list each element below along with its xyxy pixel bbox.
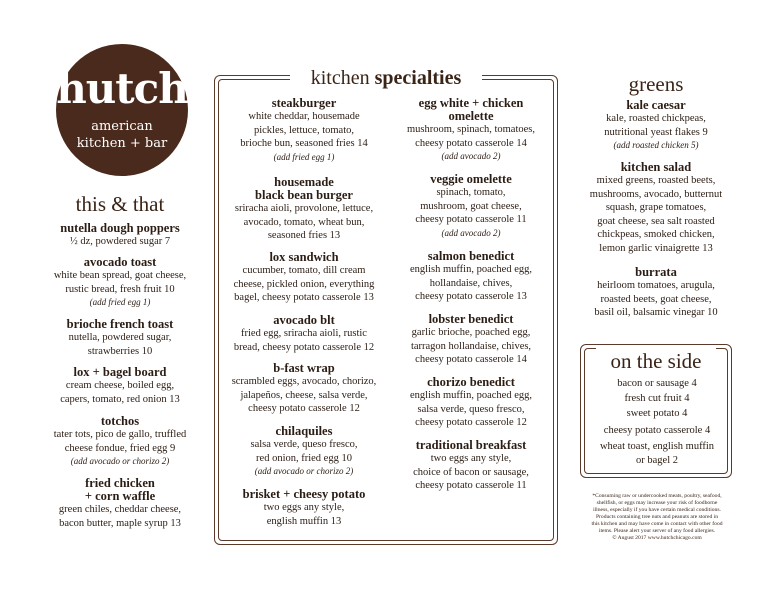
menu-item	[222, 176, 386, 243]
logo-subtitle-1: american	[91, 119, 153, 134]
item-name: kale caesar	[626, 98, 686, 112]
menu-item	[222, 488, 386, 528]
item-desc: english muffin 13	[266, 515, 342, 527]
item-desc: chickpeas, smoked chicken,	[597, 229, 715, 241]
menu-item	[30, 415, 210, 468]
logo-wordmark: hutch	[56, 64, 188, 113]
side-item: wheat toast, english muffin	[599, 441, 715, 452]
item-note: (add fried egg 1)	[89, 297, 151, 308]
item-desc: jalapeños, cheese, salsa verde,	[240, 389, 368, 401]
item-name: avocado blt	[273, 313, 335, 327]
item-name: lox + bagel board	[73, 365, 167, 379]
item-desc: green chiles, cheddar cheese,	[58, 504, 182, 515]
item-desc: nutritional yeast flakes 9	[604, 126, 708, 138]
greens-heading: greens	[628, 72, 684, 96]
disclaimer-line: © August 2017 www.hutchchicago.com	[612, 535, 702, 541]
item-desc: tater tots, pico de gallo, truffled	[53, 429, 187, 440]
item-name: burrata	[635, 265, 677, 279]
item-desc: english muffin, poached egg,	[410, 264, 532, 275]
item-desc: heirloom tomatoes, arugula,	[597, 280, 715, 291]
menu-item	[222, 314, 386, 354]
item-desc: salsa verde, queso fresco,	[250, 439, 358, 450]
item-desc: nutella, powdered sugar,	[68, 332, 172, 343]
item-note: (add avocado or chorizo 2)	[254, 466, 354, 477]
item-name: totchos	[100, 414, 140, 428]
item-desc: lemon garlic vinaigrette 13	[599, 242, 713, 254]
item-note: (add avocado 2)	[441, 227, 501, 238]
item-desc: english muffin, poached egg,	[410, 390, 532, 401]
item-desc: rustic bread, fresh fruit 10	[65, 283, 175, 295]
menu-item	[222, 362, 386, 416]
item-name: lox sandwich	[269, 250, 339, 264]
item-desc: salsa verde, queso fresco,	[417, 403, 525, 415]
item-desc: seasoned fries 13	[267, 230, 341, 242]
item-desc: capers, tomato, red onion 13	[60, 393, 180, 405]
disclaimer-line: Products containing tree nuts and peanuts are stored in	[595, 514, 719, 520]
menu-item	[576, 161, 736, 256]
item-desc: mushrooms, avocado, butternut	[589, 188, 723, 200]
hutch-logo	[56, 44, 188, 176]
item-desc: choice of bacon or sausage,	[413, 466, 529, 478]
item-name: steakburger	[271, 96, 337, 110]
item-desc: pickles, lettuce, tomato,	[253, 124, 354, 136]
item-desc: strawberries 10	[87, 345, 153, 357]
menu-item	[392, 313, 550, 367]
item-desc: cheesy potato casserole 11	[415, 480, 527, 492]
menu-item	[392, 97, 550, 163]
disclaimer-line: shellfish, or eggs may increase your risk of foodborne	[596, 500, 718, 506]
side-item: bacon or sausage 4	[617, 378, 697, 389]
item-desc: brioche bun, seasoned fries 14	[240, 138, 368, 150]
item-desc: fried egg, sriracha aioli, rustic	[241, 328, 367, 339]
item-desc: sriracha aioli, provolone, lettuce,	[234, 203, 374, 214]
side-item: sweet potato 4	[626, 408, 688, 419]
item-name: egg white + chicken omelette	[418, 96, 524, 123]
item-note: (add avocado or chorizo 2)	[70, 456, 170, 467]
item-desc: cucumber, tomato, dill cream	[242, 265, 366, 276]
item-name: traditional breakfast	[415, 438, 527, 452]
item-desc: garlic brioche, poached egg,	[411, 327, 531, 338]
disclaimer-line: *Consuming raw or undercooked meats, poultry, seafood,	[592, 493, 722, 499]
item-name: kitchen salad	[620, 160, 692, 174]
item-name: housemade black bean burger	[255, 175, 353, 202]
item-desc: basil oil, balsamic vinegar 10	[594, 307, 718, 319]
allergy-disclaimer	[578, 493, 736, 542]
item-note: (add roasted chicken 5)	[613, 140, 699, 151]
menu-item	[30, 318, 210, 358]
item-desc: ½ dz, powdered sugar 7	[69, 236, 171, 247]
kitchen-specialties-heading	[290, 64, 482, 92]
on-the-side-heading: on the side	[596, 348, 716, 374]
menu-item	[392, 439, 550, 493]
menu-item	[30, 256, 210, 309]
item-desc: avocado, tomato, wheat bun,	[243, 216, 365, 228]
item-desc: two eggs any style,	[430, 453, 512, 464]
item-note: (add avocado 2)	[441, 151, 501, 162]
menu-item	[392, 173, 550, 240]
item-desc: cheese, pickled onion, everything	[233, 278, 375, 290]
disclaimer-line: this kitchen and may have come in contact with other food	[591, 521, 723, 527]
menu-item	[576, 266, 736, 320]
item-desc: two eggs any style,	[263, 502, 345, 513]
menu-item	[30, 222, 210, 249]
item-desc: cheesy potato casserole 14	[415, 137, 527, 149]
item-name: nutella dough poppers	[60, 221, 180, 235]
menu-item	[576, 99, 736, 152]
item-desc: cheesy potato casserole 12	[415, 417, 527, 429]
item-desc: cheese fondue, fried egg 9	[64, 442, 176, 454]
this-and-that-heading: this & that	[75, 192, 165, 216]
side-item: or bagel 2	[636, 455, 678, 466]
disclaimer-line: illness, especially if you have certain medical conditions.	[593, 507, 721, 513]
menu-item	[222, 251, 386, 305]
menu-item	[392, 376, 550, 430]
item-name: fried chicken + corn waffle	[84, 476, 156, 503]
side-item: cheesy potato casserole 4	[603, 425, 711, 436]
item-desc: scrambled eggs, avocado, chorizo,	[231, 376, 377, 387]
item-desc: goat cheese, sea salt roasted	[597, 215, 715, 227]
item-desc: cheesy potato casserole 13	[415, 291, 527, 303]
menu-item	[30, 477, 210, 530]
item-desc: kale, roasted chickpeas,	[606, 113, 706, 124]
item-note: (add fried egg 1)	[273, 151, 335, 162]
item-desc: red onion, fried egg 10	[256, 452, 352, 464]
item-desc: mixed greens, roasted beets,	[596, 175, 716, 186]
item-desc: bacon butter, maple syrup 13	[59, 517, 181, 529]
kitchen-title-bold: specialties	[374, 67, 462, 89]
item-desc: white cheddar, housemade	[248, 111, 360, 122]
item-desc: cheesy potato casserole 12	[248, 403, 360, 415]
item-name: brisket + cheesy potato	[242, 487, 366, 501]
item-name: veggie omelette	[430, 172, 512, 186]
item-name: brioche french toast	[66, 317, 174, 331]
logo-subtitle-2: kitchen + bar	[76, 136, 168, 151]
item-desc: cream cheese, boiled egg,	[65, 380, 175, 391]
item-desc: roasted beets, goat cheese,	[600, 293, 712, 305]
menu-item	[30, 366, 210, 406]
item-desc: cheesy potato casserole 11	[415, 214, 527, 226]
item-desc: white bean spread, goat cheese,	[53, 270, 187, 281]
side-item: fresh cut fruit 4	[624, 393, 690, 404]
item-desc: mushroom, goat cheese,	[420, 200, 522, 212]
item-desc: mushroom, spinach, tomatoes,	[406, 124, 536, 135]
menu-item	[222, 425, 386, 478]
item-desc: cheesy potato casserole 14	[415, 354, 527, 366]
item-desc: spinach, tomato,	[436, 187, 506, 198]
kitchen-title-regular: kitchen	[310, 67, 375, 89]
item-desc: tarragon hollandaise, chives,	[410, 340, 532, 352]
item-name: b-fast wrap	[273, 361, 335, 375]
item-desc: bread, cheesy potato casserole 12	[233, 341, 375, 353]
item-name: salmon benedict	[427, 249, 515, 263]
item-name: lobster benedict	[428, 312, 514, 326]
menu-item	[392, 250, 550, 304]
item-desc: bagel, cheesy potato casserole 13	[234, 292, 374, 304]
menu-item	[222, 97, 386, 164]
item-desc: squash, grape tomatoes,	[605, 202, 707, 214]
item-desc: hollandaise, chives,	[429, 277, 513, 289]
item-name: chorizo benedict	[427, 375, 515, 389]
item-name: chilaquiles	[275, 424, 333, 438]
item-name: avocado toast	[83, 255, 157, 269]
disclaimer-line: items. Please alert your server of any food allergies.	[598, 528, 716, 534]
